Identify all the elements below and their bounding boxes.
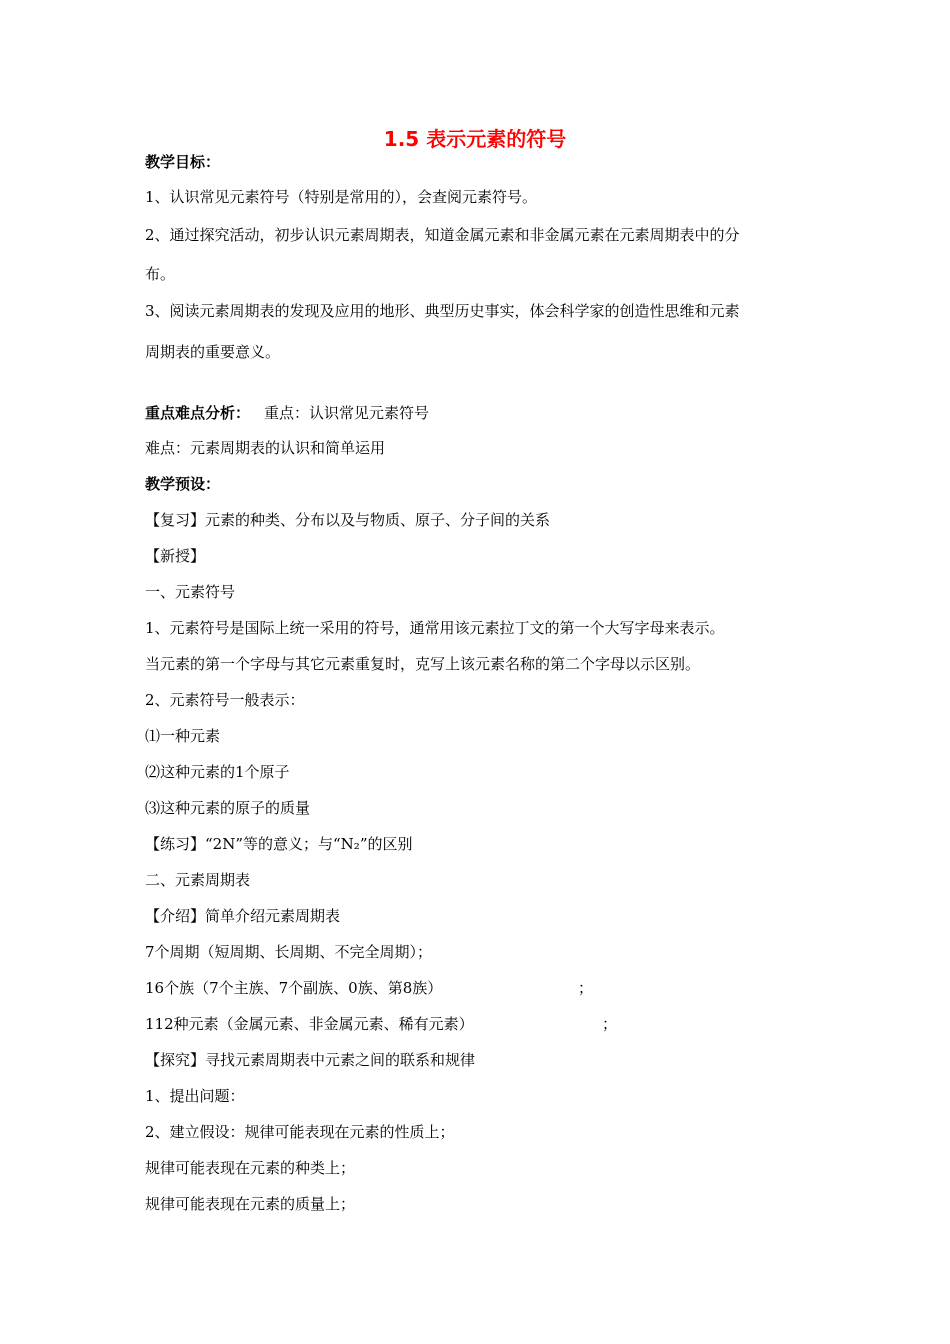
step-1: 1、提出问题： [145, 1087, 245, 1105]
section-1-heading: 一、元素符号 [145, 583, 236, 601]
section-2-heading: 二、元素周期表 [145, 871, 251, 889]
explore-line: 【探究】寻找元素周期表中元素之间的联系和规律 [145, 1051, 476, 1069]
review-line: 【复习】元素的种类、分布以及与物质、原子、分子间的关系 [145, 511, 551, 529]
elements-semicolon: ； [602, 1015, 618, 1033]
symbol-definition-2: 当元素的第一个字母与其它元素重复时，克写上该元素名称的第二个字母以示区别。 [145, 655, 701, 673]
meaning-item-3: ⑶这种元素的原子的质量 [145, 799, 311, 817]
periods-line: 7个周期（短周期、长周期、不完全周期）； [145, 943, 433, 961]
goal-2-line-2: 布。 [145, 265, 176, 283]
focus-key: 重点：认识常见元素符号 [264, 404, 430, 422]
symbol-meaning-heading: 2、元素符号一般表示： [145, 691, 305, 709]
intro-line: 【介绍】简单介绍元素周期表 [145, 907, 341, 925]
new-lesson-label: 【新授】 [145, 547, 206, 565]
practice-line: 【练习】“2N”等的意义；与“N₂”的区别 [145, 835, 413, 853]
hypothesis-3: 规律可能表现在元素的质量上； [145, 1195, 356, 1213]
groups-semicolon: ； [578, 979, 594, 997]
difficulty: 难点：元素周期表的认识和简单运用 [145, 439, 386, 457]
symbol-definition-1: 1、元素符号是国际上统一采用的符号，通常用该元素拉丁文的第一个大写字母来表示。 [145, 619, 725, 637]
goal-2-line-1: 2、通过探究活动，初步认识元素周期表，知道金属元素和非金属元素在元素周期表中的分 [145, 226, 740, 244]
preset-heading: 教学预设： [145, 475, 221, 493]
meaning-item-2: ⑵这种元素的1个原子 [145, 763, 290, 781]
goal-3-line-2: 周期表的重要意义。 [145, 343, 281, 361]
focus-heading: 重点难点分析： [145, 404, 251, 422]
focus-row [145, 403, 429, 423]
goals-heading: 教学目标： [145, 153, 221, 171]
step-2: 2、建立假设：规律可能表现在元素的性质上； [145, 1123, 455, 1141]
meaning-item-1: ⑴一种元素 [145, 727, 221, 745]
elements-line: 112种元素（金属元素、非金属元素、稀有元素） [145, 1015, 474, 1033]
hypothesis-2: 规律可能表现在元素的种类上； [145, 1159, 356, 1177]
goal-3-line-1: 3、阅读元素周期表的发现及应用的地形、典型历史事实，体会科学家的创造性思维和元素 [145, 302, 740, 320]
groups-line: 16个族（7个主族、7个副族、0族、第8族） [145, 979, 443, 997]
page-title: 1.5 表示元素的符号 [383, 127, 567, 151]
goal-1: 1、认识常见元素符号（特别是常用的），会查阅元素符号。 [145, 188, 538, 206]
